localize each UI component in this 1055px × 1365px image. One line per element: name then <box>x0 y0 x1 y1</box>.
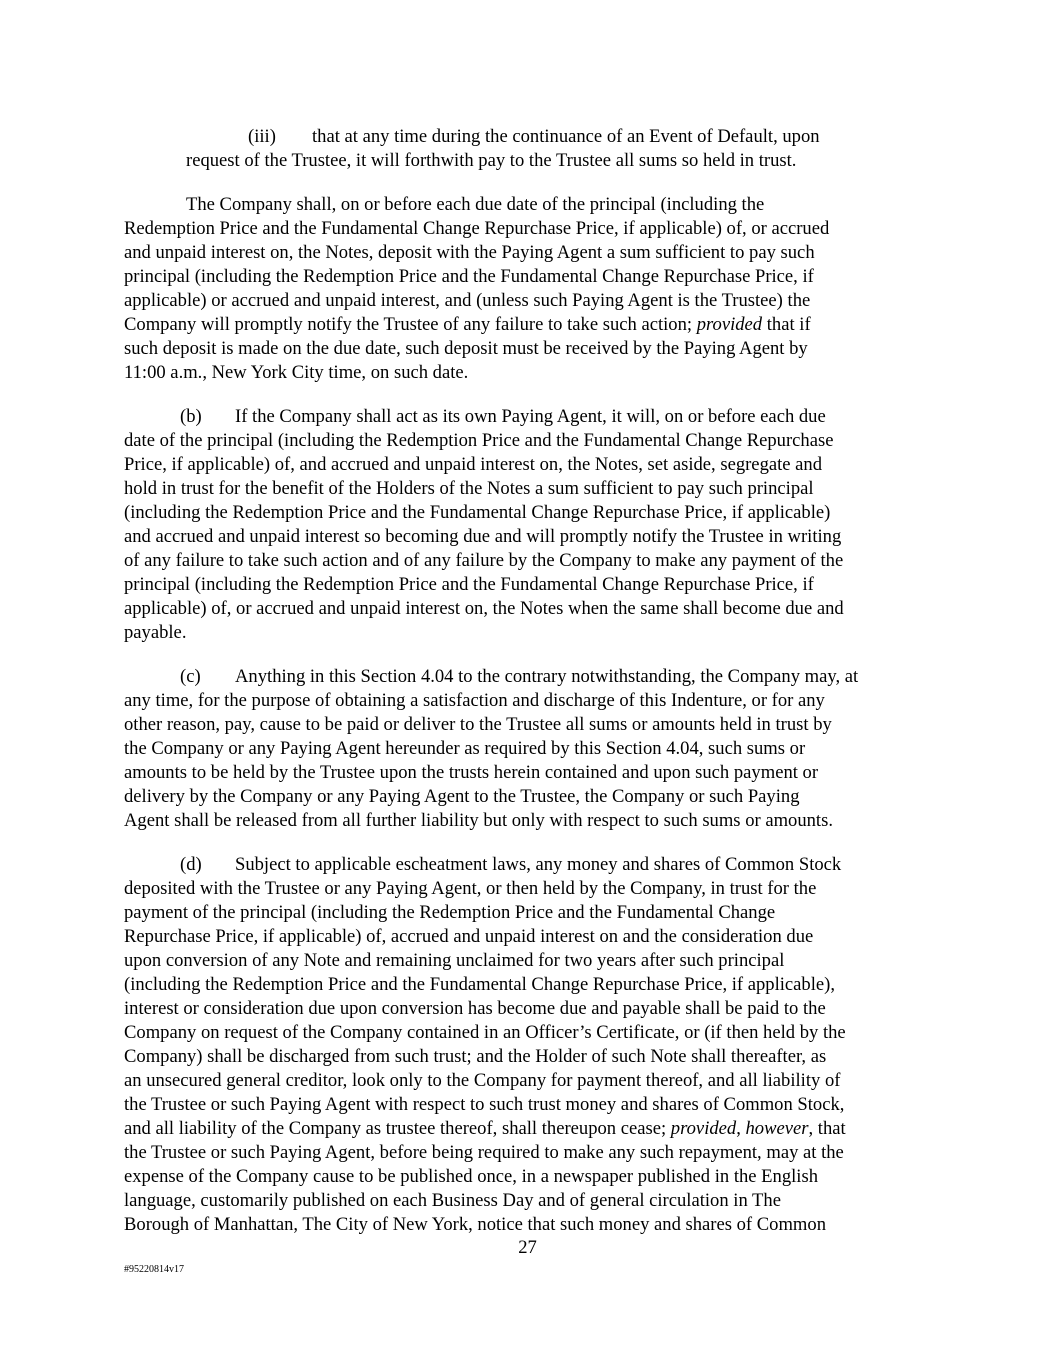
paragraph-b-label: (b) <box>180 406 202 427</box>
clause-iii-line-2: request of the Trustee, it will forthwith pay to the Trustee all sums so held in trust. <box>186 150 797 171</box>
paragraph-company-deposit <box>124 193 932 385</box>
paragraph-line: Agent shall be released from all further liability but only with respect to such sums or amounts. <box>124 810 833 831</box>
clause-iii <box>124 125 932 173</box>
paragraph-d <box>124 853 932 1237</box>
clause-iii-label: (iii) <box>248 126 276 147</box>
paragraph-line: language, customarily published on each Business Day and of general circulation in The <box>124 1190 781 1211</box>
clause-iii-line-1: (iii) that at any time during the continuance of an Event of Default, upon <box>248 126 820 147</box>
paragraph-line: amounts to be held by the Trustee upon the trusts herein contained and upon such payment or <box>124 762 819 783</box>
paragraph-line: (including the Redemption Price and the Fundamental Change Repurchase Price, if applicable), <box>124 974 835 995</box>
however-emphasis: however <box>745 1118 809 1139</box>
paragraph-line: delivery by the Company or any Paying Agent to the Trustee, the Company or such Paying <box>124 786 800 807</box>
paragraph-line: principal (including the Redemption Price and the Fundamental Change Repurchase Price, if <box>124 266 814 287</box>
paragraph-line: upon conversion of any Note and remaining unclaimed for two years after such principal <box>124 950 785 971</box>
paragraph-line: payable. <box>124 622 187 643</box>
paragraph-line: Borough of Manhattan, The City of New York, notice that such money and shares of Common <box>124 1214 826 1235</box>
paragraph-line: Repurchase Price, if applicable) of, accrued and unpaid interest on and the consideration due <box>124 926 814 947</box>
paragraph-line: 11:00 a.m., New York City time, on such date. <box>124 362 469 383</box>
paragraph-line: payment of the principal (including the Redemption Price and the Fundamental Change <box>124 902 776 923</box>
paragraph-line: The Company shall, on or before each due date of the principal (including the <box>186 194 765 215</box>
paragraph-line: applicable) or accrued and unpaid interest, and (unless such Paying Agent is the Trustee) the <box>124 290 811 311</box>
paragraph-line: expense of the Company cause to be published once, in a newspaper published in the English <box>124 1166 818 1187</box>
paragraph-c-label: (c) <box>180 666 201 687</box>
paragraph-line: and unpaid interest on, the Notes, deposit with the Paying Agent a sum sufficient to pay such <box>124 242 815 263</box>
paragraph-line: applicable) of, or accrued and unpaid interest on, the Notes when the same shall become due and <box>124 598 844 619</box>
paragraph-line: and all liability of the Company as trustee thereof, shall thereupon cease; provided, however, that <box>124 1118 846 1139</box>
paragraph-line: the Company or any Paying Agent hereunder as required by this Section 4.04, such sums or <box>124 738 806 759</box>
paragraph-b-line-1: (b) If the Company shall act as its own Paying Agent, it will, on or before each due <box>180 406 826 427</box>
paragraph-line: an unsecured general creditor, look only to the Company for payment thereof, and all liability of <box>124 1070 841 1091</box>
paragraph-line: Price, if applicable) of, and accrued and unpaid interest on, the Notes, set aside, segregate and <box>124 454 823 475</box>
document-id: #95220814v17 <box>124 1264 184 1275</box>
paragraph-line: date of the principal (including the Redemption Price and the Fundamental Change Repurchase <box>124 430 834 451</box>
paragraph-line: deposited with the Trustee or any Paying Agent, or then held by the Company, in trust for the <box>124 878 817 899</box>
paragraph-line: such deposit is made on the due date, such deposit must be received by the Paying Agent by <box>124 338 808 359</box>
paragraph-line: any time, for the purpose of obtaining a satisfaction and discharge of this Indenture, or for any <box>124 690 825 711</box>
paragraph-line: other reason, pay, cause to be paid or deliver to the Trustee all sums or amounts held in trust by <box>124 714 832 735</box>
paragraph-line: interest or consideration due upon conversion has become due and payable shall be paid to the <box>124 998 826 1019</box>
paragraph-d-line-1: (d) Subject to applicable escheatment laws, any money and shares of Common Stock <box>180 854 842 875</box>
provided-emphasis: provided <box>670 1118 737 1139</box>
paragraph-line: of any failure to take such action and of any failure by the Company to make any payment of the <box>124 550 844 571</box>
paragraph-line: the Trustee or such Paying Agent with respect to such trust money and shares of Common Stock, <box>124 1094 845 1115</box>
paragraph-line: hold in trust for the benefit of the Holders of the Notes a sum sufficient to pay such principal <box>124 478 814 499</box>
paragraph-line: Redemption Price and the Fundamental Change Repurchase Price, if applicable) of, or accrued <box>124 218 830 239</box>
paragraph-line: Company will promptly notify the Trustee of any failure to take such action; provided that if <box>124 314 811 335</box>
paragraph-d-label: (d) <box>180 854 202 875</box>
paragraph-b <box>124 405 932 645</box>
paragraph-c-line-1: (c) Anything in this Section 4.04 to the contrary notwithstanding, the Company may, at <box>180 666 859 687</box>
paragraph-line: (including the Redemption Price and the Fundamental Change Repurchase Price, if applicable) <box>124 502 831 523</box>
paragraph-line: Company on request of the Company contained in an Officer’s Certificate, or (if then held by the <box>124 1022 846 1043</box>
paragraph-line: the Trustee or such Paying Agent, before being required to make any such repayment, may at the <box>124 1142 844 1163</box>
page-number: 27 <box>518 1237 537 1258</box>
paragraph-line: Company) shall be discharged from such trust; and the Holder of such Note shall thereafter, as <box>124 1046 827 1067</box>
provided-emphasis: provided <box>696 314 763 335</box>
document-body <box>124 125 932 1257</box>
paragraph-line: and accrued and unpaid interest so becoming due and will promptly notify the Trustee in writing <box>124 526 842 547</box>
paragraph-c <box>124 665 932 833</box>
paragraph-line: principal (including the Redemption Price and the Fundamental Change Repurchase Price, if <box>124 574 814 595</box>
